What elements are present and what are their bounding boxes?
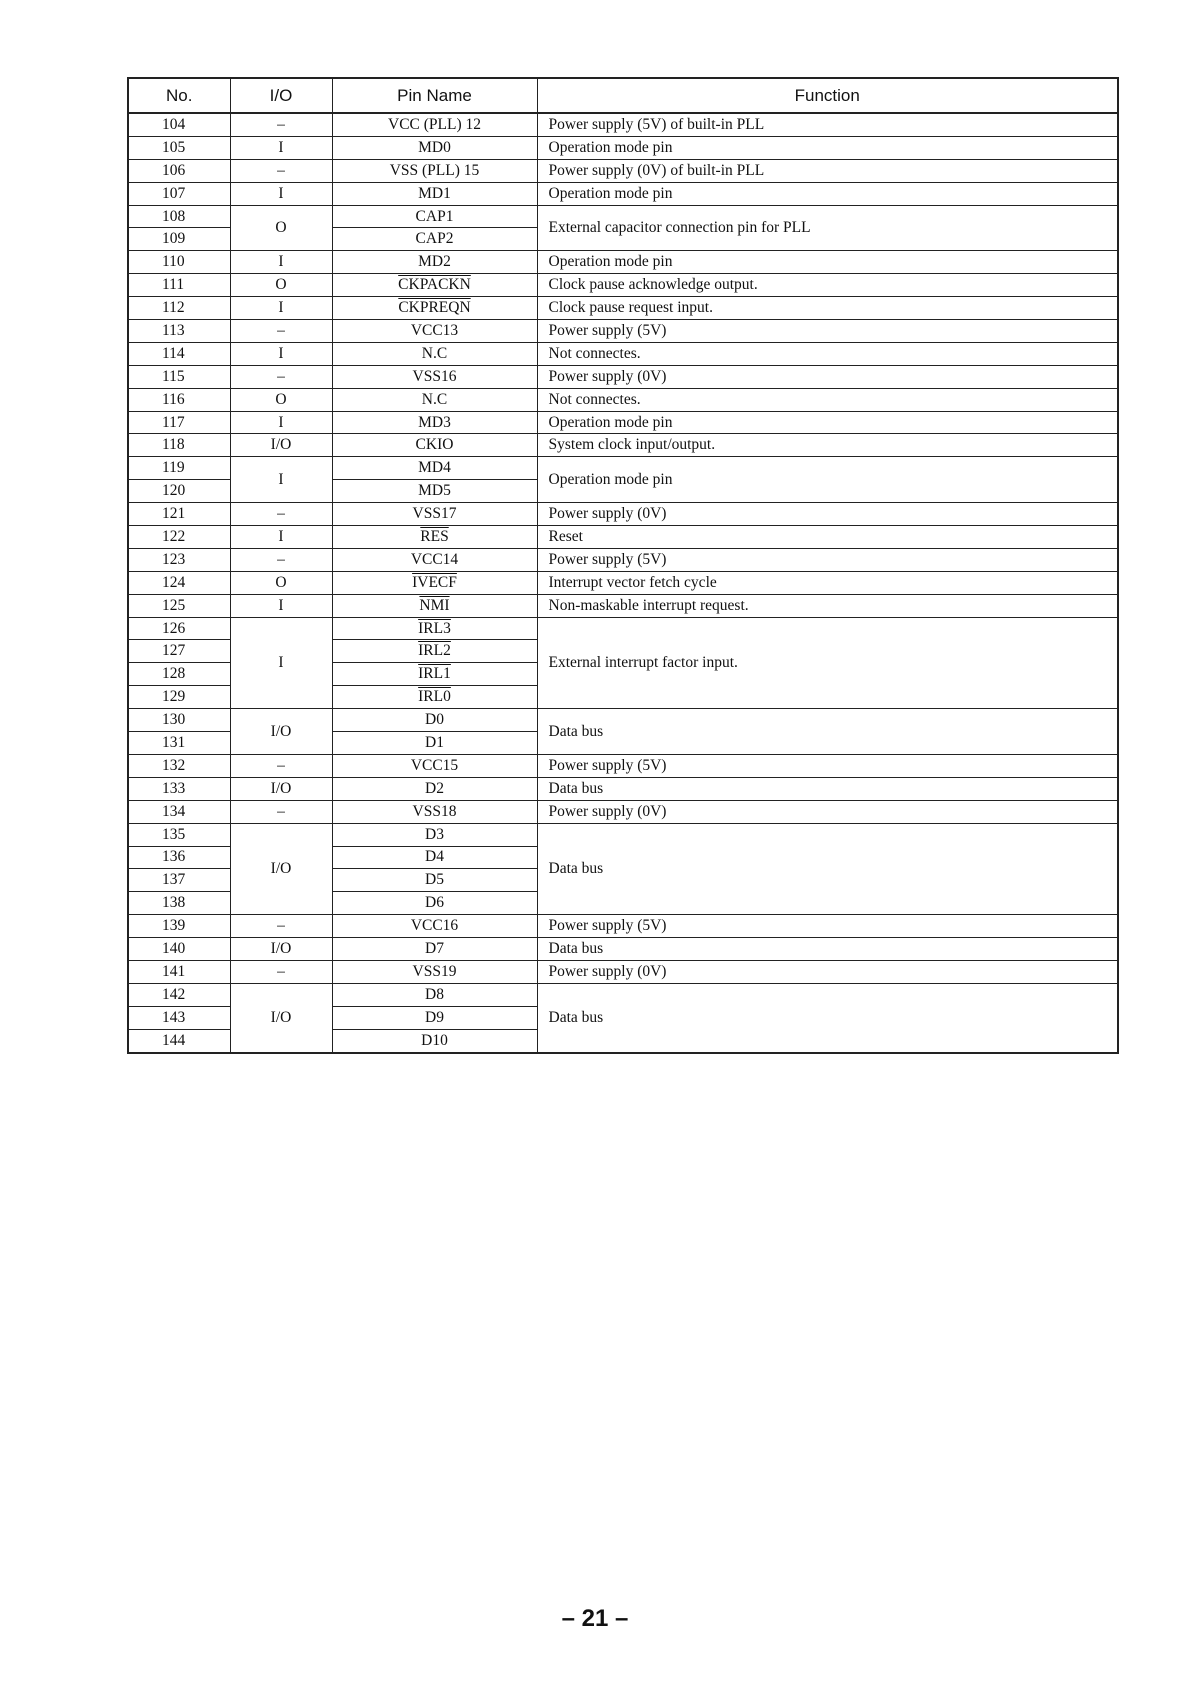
pin-name: IRL3 [332,617,537,640]
pin-number: 138 [128,892,230,915]
pin-number: 112 [128,297,230,320]
pin-name: D8 [332,983,537,1006]
pin-name: D4 [332,846,537,869]
pin-number: 135 [128,823,230,846]
pin-name: VCC13 [332,320,537,343]
pin-number: 118 [128,434,230,457]
pin-number: 139 [128,915,230,938]
table-row [128,617,1118,640]
pin-function: Clock pause acknowledge output. [537,274,1118,297]
pin-io: I [230,617,332,709]
pin-function: Power supply (0V) [537,365,1118,388]
table-row [128,960,1118,983]
pin-function: Data bus [537,777,1118,800]
pin-function: Data bus [537,983,1118,1052]
pin-function: Data bus [537,938,1118,961]
pin-function: System clock input/output. [537,434,1118,457]
pin-name: MD5 [332,480,537,503]
pin-name: VCC15 [332,754,537,777]
pin-name: VSS17 [332,503,537,526]
pin-number: 107 [128,182,230,205]
table-row [128,113,1118,136]
pin-number: 141 [128,960,230,983]
table-row [128,823,1118,846]
pin-function: Reset [537,526,1118,549]
table-row [128,320,1118,343]
table-row [128,251,1118,274]
pin-number: 123 [128,548,230,571]
pin-function-table [127,77,1119,1054]
table-row [128,365,1118,388]
pin-io: – [230,548,332,571]
pin-name: MD3 [332,411,537,434]
pin-function: Power supply (0V) [537,960,1118,983]
pin-name: IVECF [332,571,537,594]
table-row [128,342,1118,365]
pin-name: IRL0 [332,686,537,709]
header-pin-name: Pin Name [332,78,537,113]
pin-number: 125 [128,594,230,617]
pin-function: Operation mode pin [537,136,1118,159]
pin-name: MD0 [332,136,537,159]
pin-name: D7 [332,938,537,961]
pin-function: Operation mode pin [537,251,1118,274]
pin-number: 144 [128,1029,230,1052]
pin-name: IRL2 [332,640,537,663]
pin-name: VSS19 [332,960,537,983]
pin-io: – [230,800,332,823]
pin-function: Not connectes. [537,388,1118,411]
pin-name: D5 [332,869,537,892]
pin-io: – [230,320,332,343]
table-row [128,388,1118,411]
pin-function: Power supply (0V) [537,800,1118,823]
pin-io: I/O [230,434,332,457]
pin-number: 134 [128,800,230,823]
pin-name: CKIO [332,434,537,457]
pin-number: 121 [128,503,230,526]
pin-function: Data bus [537,823,1118,915]
page-number: – 21 – [561,1605,629,1632]
pin-name: CAP1 [332,205,537,228]
table-row [128,594,1118,617]
header-function: Function [537,78,1118,113]
pin-number: 119 [128,457,230,480]
pin-function: Power supply (0V) of built-in PLL [537,159,1118,182]
pin-io: – [230,960,332,983]
table-row [128,526,1118,549]
table-row [128,411,1118,434]
pin-function: Power supply (5V) [537,915,1118,938]
pin-number: 104 [128,113,230,136]
pin-io: I/O [230,709,332,755]
pin-io: – [230,915,332,938]
pin-name: VSS18 [332,800,537,823]
table-row [128,709,1118,732]
pin-name: MD4 [332,457,537,480]
pin-function: Power supply (5V) [537,548,1118,571]
pin-name: D2 [332,777,537,800]
pin-number: 115 [128,365,230,388]
pin-name: N.C [332,388,537,411]
table-row [128,159,1118,182]
pin-function: Power supply (5V) [537,320,1118,343]
table-row [128,503,1118,526]
table-row [128,457,1118,480]
pin-io: O [230,274,332,297]
pin-number: 111 [128,274,230,297]
pin-io: I/O [230,983,332,1052]
pin-io: O [230,388,332,411]
table-row [128,983,1118,1006]
pin-name: IRL1 [332,663,537,686]
pin-name: MD1 [332,182,537,205]
table-row [128,800,1118,823]
table-row [128,205,1118,228]
pin-name: $\overline{RES}$ [332,526,537,549]
pin-number: 105 [128,136,230,159]
pin-number: 114 [128,342,230,365]
pin-name: D1 [332,732,537,755]
table-row [128,136,1118,159]
table-row [128,915,1118,938]
pin-number: 142 [128,983,230,1006]
pin-io: – [230,754,332,777]
pin-io: – [230,365,332,388]
pin-io: I [230,342,332,365]
table-header-row [128,78,1118,113]
table-row [128,297,1118,320]
pin-function: Not connectes. [537,342,1118,365]
pin-number: 129 [128,686,230,709]
table-row [128,548,1118,571]
table-row [128,274,1118,297]
pin-number: 133 [128,777,230,800]
pin-function: Power supply (0V) [537,503,1118,526]
pin-number: 108 [128,205,230,228]
pin-name: CKPREQN [332,297,537,320]
pin-number: 136 [128,846,230,869]
pin-number: 116 [128,388,230,411]
pin-number: 122 [128,526,230,549]
pin-function: External capacitor connection pin for PLL [537,205,1118,251]
pin-name: VSS (PLL) 15 [332,159,537,182]
pin-io: I [230,136,332,159]
pin-number: 131 [128,732,230,755]
pin-number: 140 [128,938,230,961]
pin-function: Operation mode pin [537,411,1118,434]
pin-function: Clock pause request input. [537,297,1118,320]
pin-io: I [230,251,332,274]
pin-io: I [230,457,332,503]
pin-function: Operation mode pin [537,182,1118,205]
pin-name: VSS16 [332,365,537,388]
pin-function: Non-maskable interrupt request. [537,594,1118,617]
pin-name: MD2 [332,251,537,274]
pin-function: Power supply (5V) [537,754,1118,777]
pin-function: Interrupt vector fetch cycle [537,571,1118,594]
pin-io: I [230,411,332,434]
pin-function: Operation mode pin [537,457,1118,503]
pin-number: 113 [128,320,230,343]
pin-name: $\overline{NMI}$ [332,594,537,617]
pin-number: 137 [128,869,230,892]
pin-io: – [230,113,332,136]
pin-name: VCC14 [332,548,537,571]
pin-io: – [230,503,332,526]
pin-number: 132 [128,754,230,777]
pin-io: I [230,182,332,205]
table-row [128,182,1118,205]
pin-number: 106 [128,159,230,182]
pin-io: I/O [230,938,332,961]
pin-io: I/O [230,777,332,800]
header-no: No. [128,78,230,113]
pin-function: External interrupt factor input. [537,617,1118,709]
pin-io: I [230,526,332,549]
pin-io: O [230,571,332,594]
table-row [128,434,1118,457]
pin-number: 128 [128,663,230,686]
pin-io: I [230,594,332,617]
pin-name: D0 [332,709,537,732]
pin-number: 110 [128,251,230,274]
pin-name: CAP2 [332,228,537,251]
pin-io: I/O [230,823,332,915]
pin-io: O [230,205,332,251]
pin-name: D10 [332,1029,537,1052]
pin-function: Power supply (5V) of built-in PLL [537,113,1118,136]
pin-io: – [230,159,332,182]
pin-number: 130 [128,709,230,732]
table-row [128,754,1118,777]
pin-number: 124 [128,571,230,594]
pin-number: 127 [128,640,230,663]
pin-name: D9 [332,1006,537,1029]
table-row [128,777,1118,800]
pin-name: CKPACKN [332,274,537,297]
pin-name: N.C [332,342,537,365]
pin-function: Data bus [537,709,1118,755]
table-row [128,571,1118,594]
header-io: I/O [230,78,332,113]
table-row [128,938,1118,961]
pin-number: 120 [128,480,230,503]
pin-name: D3 [332,823,537,846]
pin-name: VCC16 [332,915,537,938]
pin-io: I [230,297,332,320]
pin-name: D6 [332,892,537,915]
pin-number: 143 [128,1006,230,1029]
pin-number: 126 [128,617,230,640]
pin-number: 117 [128,411,230,434]
pin-number: 109 [128,228,230,251]
pin-name: VCC (PLL) 12 [332,113,537,136]
